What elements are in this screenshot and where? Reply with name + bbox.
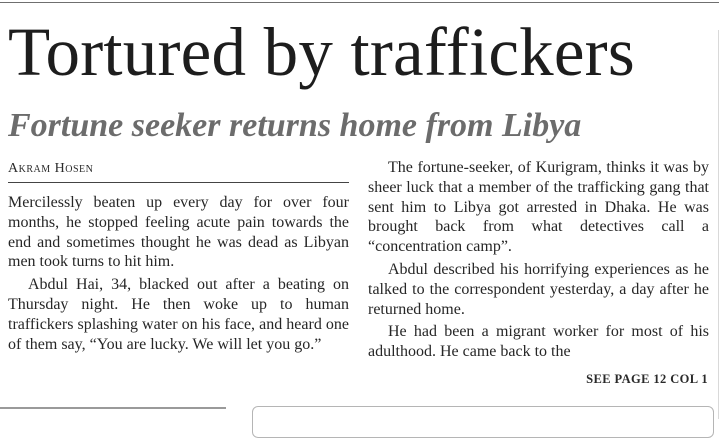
subheadline: Fortune seeker returns home from Libya — [8, 107, 582, 144]
paragraph: Abdul Hai, 34, blacked out after a beating on Thursday night. He then woke up to human traffickers splashing water on his face, and heard one of them say, “You are lucky. We will let you go.” — [8, 276, 349, 353]
paragraph: He had been a migrant worker for most of his adulthood. He came back to the — [368, 323, 709, 361]
paragraph: Abdul described his horrifying experiences as he talked to the correspondent yesterday, a day after he returned home. — [368, 260, 709, 318]
continuation-jump-line[interactable]: SEE PAGE 12 COL 1 — [586, 372, 708, 386]
next-article-box — [252, 406, 714, 438]
bottom-rule — [0, 407, 226, 409]
top-rule — [0, 2, 719, 3]
headline: Tortured by traffickers — [8, 14, 635, 90]
paragraph: The fortune-seeker, of Kurigram, thinks it was by sheer luck that a member of the trafficking gang that sent him to Libya got arrested in Dhaka. He was brought back from what detectives call a “concentration camp”. — [368, 159, 709, 256]
left-column — [8, 193, 349, 354]
byline: Akram Hosen — [8, 161, 94, 176]
byline-rule — [8, 182, 349, 183]
paragraph: Mercilessly beaten up every day for over four months, he stopped feeling acute pain towards the end and sometimes thought he was dead as Libyan men took turns to hit him. — [8, 194, 349, 271]
right-column — [368, 158, 709, 362]
